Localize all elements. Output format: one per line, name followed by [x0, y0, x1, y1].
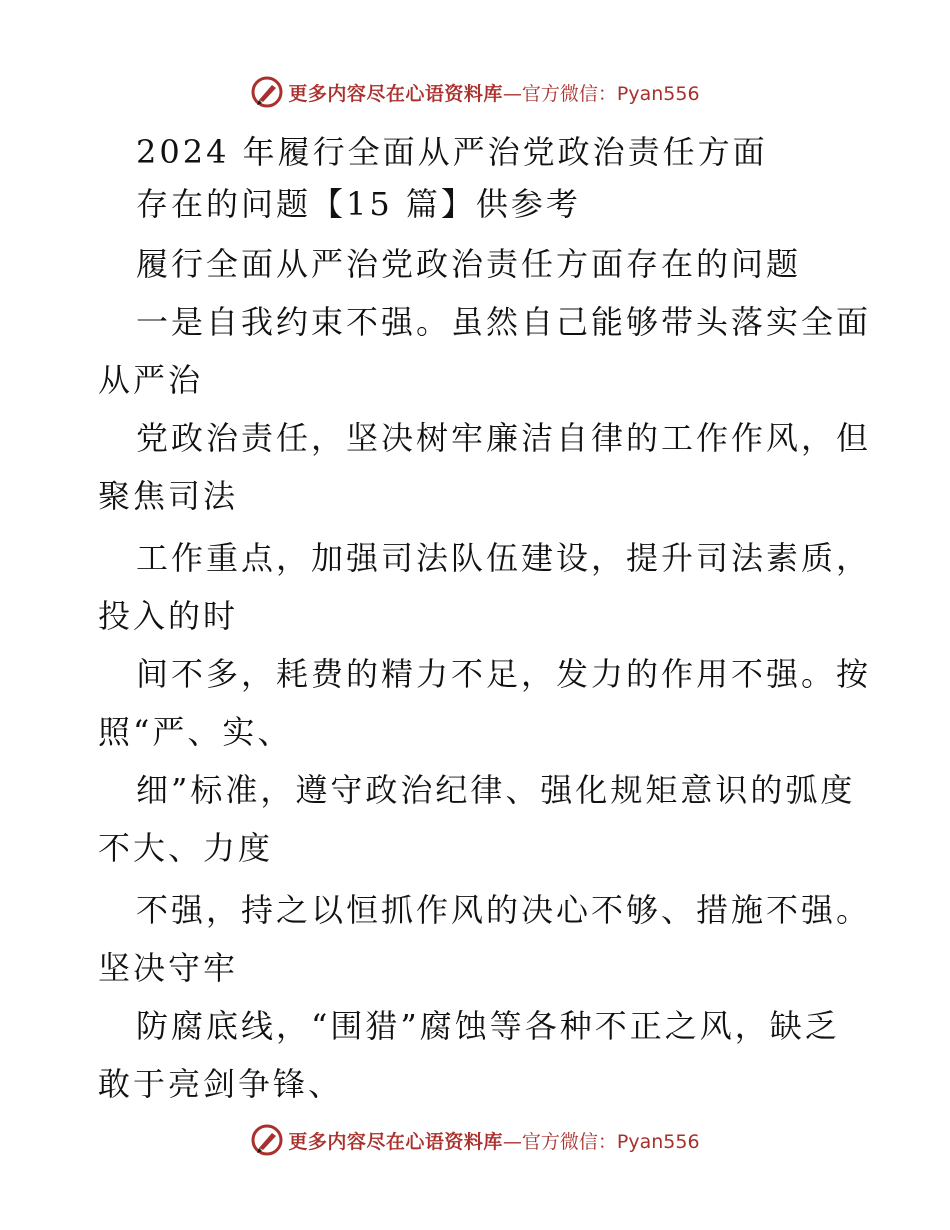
watermark-main-text: 更多内容尽在心语资料库 [288, 82, 503, 105]
paragraph-line: 间不多，耗费的精力不足，发力的作用不强。按 [136, 655, 872, 693]
brush-pen-logo-icon [250, 75, 284, 109]
paragraph-line: 不大、力度 [98, 829, 274, 867]
section-heading: 履行全面从严治党政治责任方面存在的问题 [136, 245, 802, 283]
paragraph-line: 细”标准，遵守政治纪律、强化规矩意识的弧度 [136, 771, 856, 809]
paragraph-line: 照“严、实、 [98, 713, 293, 751]
footer-watermark [0, 1120, 950, 1160]
paragraph-line: 一是自我约束不强。虽然自己能够带头落实全面 [136, 303, 872, 341]
brush-pen-logo-icon [250, 1123, 284, 1157]
watermark-main-text: 更多内容尽在心语资料库 [288, 1130, 503, 1153]
paragraph-line: 不强，持之以恒抓作风的决心不够、措施不强。 [136, 891, 872, 929]
paragraph-line: 投入的时 [98, 597, 239, 635]
paragraph-line: 防腐底线，“围猎”腐蚀等各种不正之风，缺乏 [136, 1007, 840, 1045]
paragraph-line: 从严治 [98, 361, 204, 399]
paragraph-line: 工作重点，加强司法队伍建设，提升司法素质， [136, 539, 872, 577]
paragraph-line: 党政治责任，坚决树牢廉洁自律的工作作风，但 [136, 419, 872, 457]
paragraph-line: 坚决守牢 [98, 949, 239, 987]
watermark-sub-text: —官方微信：Pyan556 [502, 82, 700, 105]
document-title-line-2: 存在的问题【15 篇】供参考 [136, 185, 581, 223]
watermark-sub-text: —官方微信：Pyan556 [502, 1130, 700, 1153]
header-watermark [0, 72, 950, 112]
document-title-line-1: 2024 年履行全面从严治党政治责任方面 [136, 133, 768, 171]
paragraph-line: 聚焦司法 [98, 477, 239, 515]
paragraph-line: 敢于亮剑争锋、 [98, 1065, 344, 1103]
